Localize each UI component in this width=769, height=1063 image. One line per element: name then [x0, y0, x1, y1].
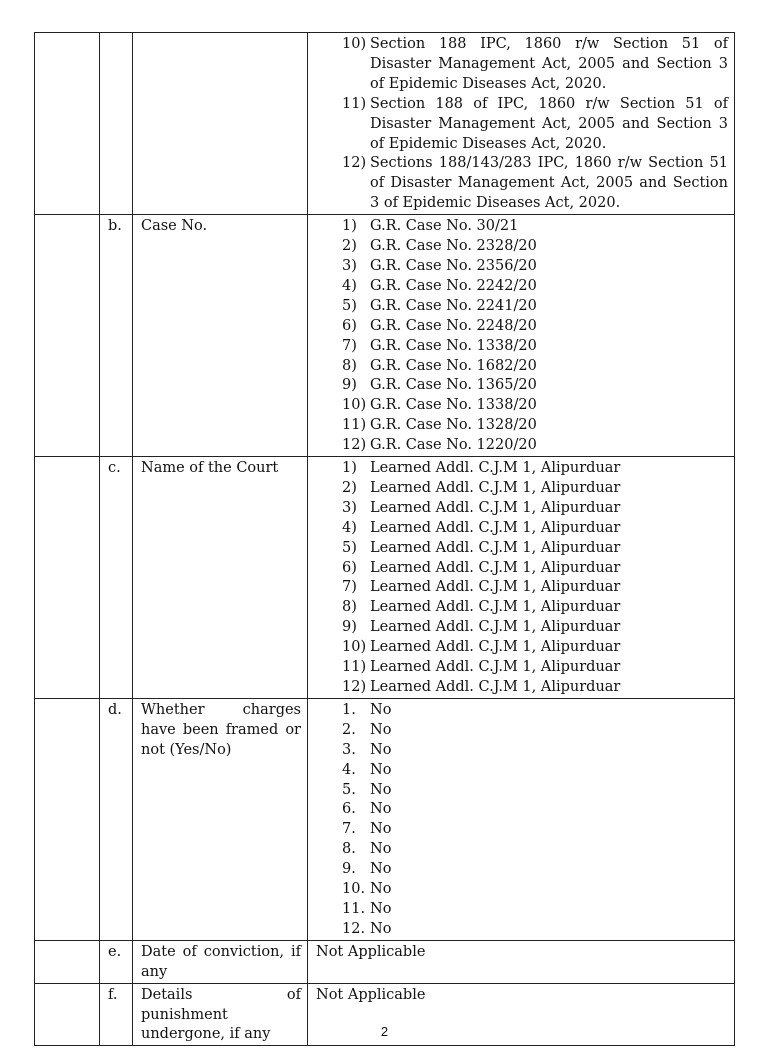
- list-item-text: No: [370, 701, 392, 718]
- list-item-number: 9.: [342, 861, 356, 878]
- list-item-number: 2): [342, 479, 357, 496]
- list-item-number: 12): [342, 679, 367, 695]
- row-letter: d.: [100, 698, 133, 940]
- list-item-text: No: [370, 841, 392, 858]
- serial-cell: [35, 457, 100, 699]
- list-item-number: 9): [342, 377, 357, 394]
- list-item-number: 8): [342, 599, 357, 616]
- list-item-number: 1.: [342, 701, 356, 718]
- list-item-text: Learned Addl. C.J.M 1, Alipurduar: [370, 479, 621, 496]
- court-list: [342, 459, 728, 698]
- list-item-text: G.R. Case No. 1365/20: [370, 377, 537, 394]
- case-no-list-cell: [308, 215, 735, 457]
- list-item: [342, 721, 728, 741]
- list-item-text: G.R. Case No. 1338/20: [370, 397, 537, 414]
- list-item: [342, 376, 728, 396]
- sections-list-cell: [308, 33, 735, 215]
- row-sections: [35, 33, 735, 215]
- charges-list-cell: [308, 698, 735, 940]
- list-item-number: 3.: [342, 741, 356, 758]
- list-item: [342, 880, 728, 900]
- list-item-number: 10): [342, 36, 367, 52]
- list-item-text: Section 188 of IPC, 1860 r/w Section 51 of Disaster Management Act, 2005 and Section 3 of Epidemic Diseases Act, 2020.: [370, 95, 728, 152]
- list-item-text: Section 188 IPC, 1860 r/w Section 51 of Disaster Management Act, 2005 and Section 3 of Epidemic Diseases Act, 2020.: [370, 36, 728, 92]
- row-letter: b.: [100, 215, 133, 457]
- list-item-number: 8): [342, 357, 357, 374]
- row-label: Name of the Court: [133, 457, 308, 699]
- list-item: [342, 800, 728, 820]
- list-item-number: 4.: [342, 761, 356, 778]
- list-item: [342, 337, 728, 357]
- list-item: [342, 598, 728, 618]
- list-item-text: G.R. Case No. 1328/20: [370, 417, 537, 434]
- list-item-number: 12): [342, 155, 367, 172]
- list-item: [342, 237, 728, 257]
- list-item-text: Learned Addl. C.J.M 1, Alipurduar: [370, 659, 621, 676]
- list-item-text: Learned Addl. C.J.M 1, Alipurduar: [370, 559, 621, 576]
- list-item: [342, 559, 728, 579]
- list-item-number: 12): [342, 437, 367, 454]
- list-item: [342, 638, 728, 658]
- serial-cell: [35, 698, 100, 940]
- sections-list: [342, 35, 728, 214]
- list-item: [342, 900, 728, 920]
- list-item-text: Learned Addl. C.J.M 1, Alipurduar: [370, 619, 621, 636]
- list-item-text: Learned Addl. C.J.M 1, Alipurduar: [370, 499, 621, 516]
- serial-cell: [35, 33, 100, 215]
- list-item: [342, 840, 728, 860]
- list-item-text: No: [370, 821, 392, 838]
- list-item: [342, 257, 728, 277]
- row-case-no: [35, 215, 735, 457]
- list-item-text: Learned Addl. C.J.M 1, Alipurduar: [370, 460, 621, 477]
- list-item-number: 12.: [342, 920, 366, 937]
- list-item-number: 10): [342, 397, 367, 414]
- list-item: [342, 95, 728, 155]
- list-item: [342, 860, 728, 880]
- list-item-text: G.R. Case No. 1220/20: [370, 437, 537, 454]
- list-item: [342, 317, 728, 337]
- serial-cell: [35, 940, 100, 983]
- list-item-number: 5): [342, 539, 357, 556]
- list-item-text: Learned Addl. C.J.M 1, Alipurduar: [370, 519, 621, 536]
- list-item-number: 10): [342, 639, 367, 656]
- list-item-text: No: [370, 881, 392, 898]
- list-item-text: Sections 188/143/283 IPC, 1860 r/w Section 51 of Disaster Management Act, 2005 and Section 3 of Epidemic Diseases Act, 2020.: [370, 155, 728, 212]
- list-item-text: No: [370, 721, 392, 738]
- list-item-number: 7): [342, 337, 357, 354]
- list-item: [342, 701, 728, 721]
- list-item-text: No: [370, 900, 392, 917]
- list-item-number: 5): [342, 297, 357, 314]
- list-item-number: 10.: [342, 881, 366, 898]
- list-item: [342, 436, 728, 456]
- list-item-text: G.R. Case No. 2241/20: [370, 297, 537, 314]
- list-item-number: 5.: [342, 781, 356, 798]
- list-item-text: G.R. Case No. 2356/20: [370, 257, 537, 274]
- list-item: [342, 277, 728, 297]
- list-item-text: No: [370, 761, 392, 778]
- list-item-text: G.R. Case No. 30/21: [370, 218, 519, 235]
- row-label: [133, 33, 308, 215]
- serial-cell: [35, 215, 100, 457]
- details-table: [34, 32, 735, 1046]
- list-item: [342, 357, 728, 377]
- list-item: [342, 459, 728, 479]
- list-item-text: G.R. Case No. 1338/20: [370, 337, 537, 354]
- list-item: [342, 741, 728, 761]
- list-item-number: 11): [342, 659, 367, 676]
- row-label: Case No.: [133, 215, 308, 457]
- list-item: [342, 396, 728, 416]
- list-item: [342, 781, 728, 801]
- list-item: [342, 479, 728, 499]
- row-letter: e.: [100, 940, 133, 983]
- list-item-number: 7): [342, 579, 357, 596]
- list-item-number: 4): [342, 519, 357, 536]
- punishment-value-text: Not Applicable: [316, 986, 426, 1003]
- list-item-text: Learned Addl. C.J.M 1, Alipurduar: [370, 579, 621, 596]
- row-charges: [35, 698, 735, 940]
- list-item-number: 9): [342, 619, 357, 636]
- list-item-number: 3): [342, 257, 357, 274]
- list-item-number: 6): [342, 559, 357, 576]
- row-letter: [100, 33, 133, 215]
- list-item-number: 7.: [342, 821, 356, 838]
- list-item-text: Learned Addl. C.J.M 1, Alipurduar: [370, 679, 621, 695]
- list-item-text: G.R. Case No. 2328/20: [370, 238, 537, 255]
- case-no-list: [342, 217, 728, 456]
- list-item: [342, 820, 728, 840]
- list-item-number: 6): [342, 317, 357, 334]
- list-item-number: 4): [342, 277, 357, 294]
- row-label: Whether charges have been framed or not (Yes/No): [133, 698, 308, 940]
- charges-list: [342, 701, 728, 940]
- list-item-number: 2): [342, 238, 357, 255]
- list-item-number: 6.: [342, 801, 356, 818]
- list-item-text: Learned Addl. C.J.M 1, Alipurduar: [370, 639, 621, 656]
- list-item: [342, 578, 728, 598]
- conviction-value-text: Not Applicable: [316, 943, 426, 960]
- list-item-text: No: [370, 920, 392, 937]
- list-item-number: 11): [342, 417, 367, 434]
- list-item: [342, 618, 728, 638]
- row-court: [35, 457, 735, 699]
- list-item-text: No: [370, 801, 392, 818]
- row-letter: f.: [100, 983, 133, 1046]
- court-list-cell: [308, 457, 735, 699]
- list-item: [342, 519, 728, 539]
- list-item-text: Learned Addl. C.J.M 1, Alipurduar: [370, 599, 621, 616]
- list-item: [342, 217, 728, 237]
- list-item-text: No: [370, 861, 392, 878]
- row-letter: c.: [100, 457, 133, 699]
- list-item-text: G.R. Case No. 1682/20: [370, 357, 537, 374]
- row-label: Date of conviction, if any: [133, 940, 308, 983]
- list-item-number: 1): [342, 218, 357, 235]
- list-item-text: G.R. Case No. 2248/20: [370, 317, 537, 334]
- list-item: [342, 499, 728, 519]
- list-item: [342, 297, 728, 317]
- list-item-text: G.R. Case No. 2242/20: [370, 277, 537, 294]
- list-item: [342, 920, 728, 940]
- list-item: [342, 761, 728, 781]
- page-number: 2: [380, 1024, 389, 1039]
- list-item: [342, 154, 728, 214]
- list-item-text: No: [370, 741, 392, 758]
- list-item-text: No: [370, 781, 392, 798]
- conviction-value: [308, 940, 735, 983]
- list-item: [342, 539, 728, 559]
- list-item-text: Learned Addl. C.J.M 1, Alipurduar: [370, 539, 621, 556]
- list-item: [342, 678, 728, 698]
- list-item: [342, 35, 728, 95]
- list-item: [342, 416, 728, 436]
- row-conviction: [35, 940, 735, 983]
- row-label: Details of punishment undergone, if any: [133, 983, 308, 1046]
- list-item-number: 8.: [342, 841, 356, 858]
- list-item-number: 11.: [342, 900, 366, 917]
- list-item-number: 3): [342, 499, 357, 516]
- list-item-number: 2.: [342, 721, 356, 738]
- list-item-number: 11): [342, 95, 367, 112]
- list-item-number: 1): [342, 460, 357, 477]
- list-item: [342, 658, 728, 678]
